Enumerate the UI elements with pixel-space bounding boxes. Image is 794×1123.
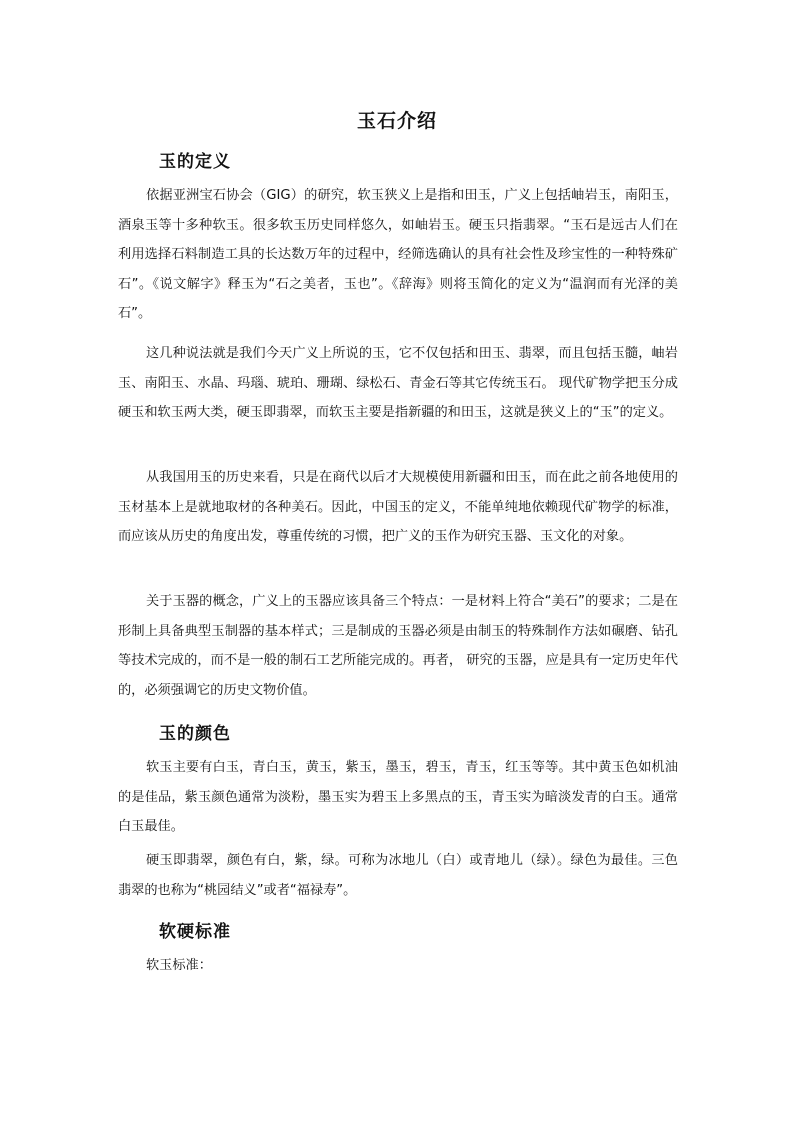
paragraph: 依据亚洲宝石协会（GIG）的研究，软玉狭义上是指和田玉，广义上包括岫岩玉，南阳玉，酒泉玉等十多种软玉。很多软玉历史同样悠久，如岫岩玉。硬玉只指翡翠。“玉石是远古人们在利用选择石料制造工具的长达数万年的过程中，经筛选确认的具有社会性及珍宝性的一种特殊矿石”。《说文解字》释玉为“石之美者，玉也”。《辞海》则将玉简化的定义为“温润而有光泽的美石”。: [118, 188, 678, 321]
document-title: 玉石介绍: [356, 110, 437, 132]
section-heading-hardness: 软硬标准: [159, 922, 231, 942]
paragraph: 从我国用玉的历史来看，只是在商代以后才大规模使用新疆和田玉，而在此之前各地使用的玉材基本上是就地取材的各种美石。因此，中国玉的定义，不能单纯地依赖现代矿物学的标准，而应该从历史的角度出发，尊重传统的习惯，把广义的玉作为研究玉器、玉文化的对象。: [118, 470, 678, 544]
paragraph: 硬玉即翡翠，颜色有白，紫，绿。可称为冰地儿（白）或青地儿（绿）。绿色为最佳。三色翡翠的也称为“桃园结义”或者“福禄寿”。: [118, 853, 678, 898]
paragraph: 软玉标准：: [146, 958, 212, 973]
paragraph: 关于玉器的概念，广义上的玉器应该具备三个特点：一是材料上符合“美石”的要求；二是在形制上具备典型玉制器的基本样式；三是制成的玉器必须是由制玉的特殊制作方法如碾磨、钻孔等技术完成的，而不是一般的制石工艺所能完成的。再者， 研究的玉器，应是具有一定历史年代的，必须强调它的历史文物价值。: [118, 594, 678, 698]
paragraph: 这几种说法就是我们今天广义上所说的玉，它不仅包括和田玉、翡翠，而且包括玉髓，岫岩玉、南阳玉、水晶、玛瑙、琥珀、珊瑚、绿松石、青金石等其它传统玉石。 现代矿物学把玉分成硬玉和软玉两大类，硬玉即翡翠，而软玉主要是指新疆的和田玉，这就是狭义上的“玉”的定义。: [118, 346, 678, 420]
paragraph: 软玉主要有白玉，青白玉，黄玉，紫玉，墨玉，碧玉，青玉，红玉等等。其中黄玉色如机油的是佳品，紫玉颜色通常为淡粉，墨玉实为碧玉上多黑点的玉，青玉实为暗淡发青的白玉。通常白玉最佳。: [118, 760, 678, 834]
section-heading-definition: 玉的定义: [159, 152, 231, 172]
section-heading-color: 玉的颜色: [159, 724, 231, 744]
